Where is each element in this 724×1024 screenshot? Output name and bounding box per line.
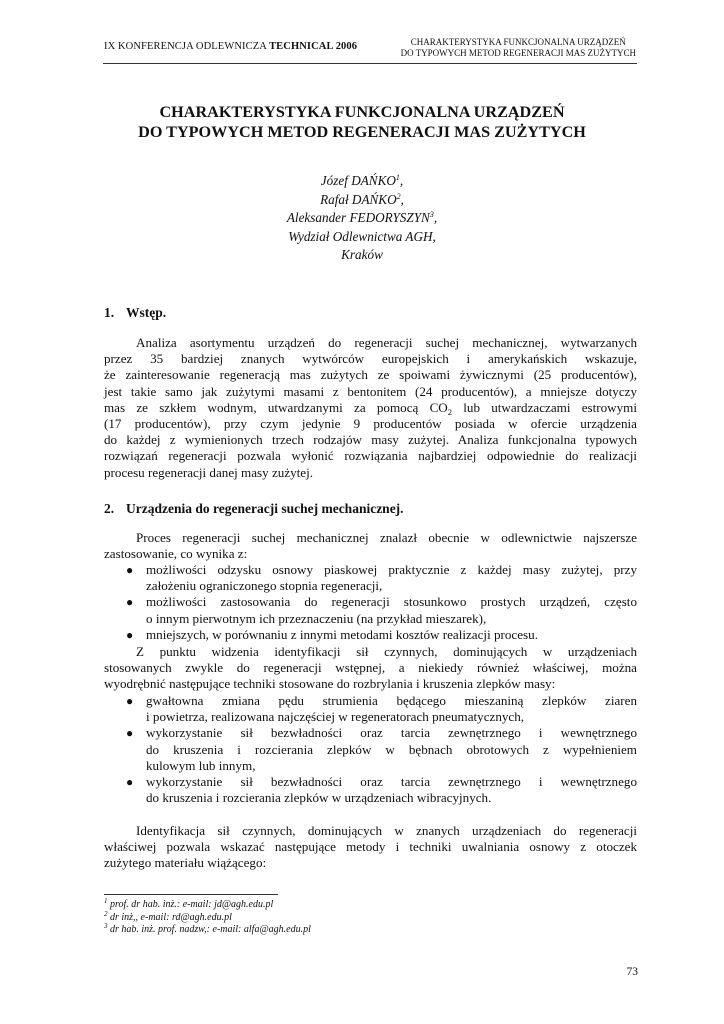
running-header-right [401,37,636,59]
subscript: 2 [447,406,453,417]
footnotes [104,899,311,937]
author-separator: , [399,173,404,188]
section-title: Wstęp. [126,305,167,320]
affiliation: Wydział Odlewnictwa AGH, [288,228,436,244]
text-line: rozwiązań regeneracji pozwala wyłonić rozwiązania najbardziej odpowiednie do realizacji [104,448,637,464]
text-fragment: lub utwardzaczami estrowymi [452,399,637,415]
bullet-list-1 [104,562,637,643]
text-line: do każdej z wymienionych trzech rodzajów masy zużytej. Analiza funkcjonalna typowych [104,432,637,448]
author-footnote-ref: 3 [429,210,434,220]
bullet-icon: ● [126,726,134,741]
section-2-paragraph-2 [104,644,637,693]
footnote-text: prof. dr hab. inż.: e-mail: jd@agh.edu.pl [110,899,274,910]
author-footnote-ref: 2 [396,191,401,201]
text-line: gwałtowna zmiana pędu strumienia będącego mieszaniną zlepków ziaren [146,693,637,708]
paper-title [90,102,634,142]
footnote-rule [104,894,278,895]
footnote-1 [104,899,311,912]
bullet-icon: ● [126,627,134,642]
conference-name: IX KONFERENCJA ODLEWNICZA [104,41,267,52]
list-item [104,774,637,806]
footnote-number: 2 [104,909,108,918]
city: Kraków [341,247,383,263]
page-number: 73 [626,966,638,978]
author-name: Józef DAŃKO [320,173,396,188]
title-line-2: DO TYPOWYCH METOD REGENERACJI MAS ZUŻYTYCH [138,123,586,141]
section-heading-2 [104,501,404,517]
section-number: 2. [104,501,115,516]
text-line: kulowym lub innym, [146,757,256,773]
bullet-icon: ● [126,563,134,577]
author-2 [90,191,634,210]
author-separator: , [433,210,438,226]
section-heading-1 [104,305,166,321]
text-line: jest takie samo jak zużytymi masami z bentonitem (24 producentów), a mniejsze dotyczy [104,383,637,399]
header-rule [103,63,637,64]
text-line: o innym pierwotnym ich przeznaczeniu (na przykład mieszarek), [146,610,487,626]
title-line-1: CHARAKTERYSTYKA FUNKCJONALNA URZĄDZEŃ [159,103,565,121]
bullet-icon: ● [126,595,134,610]
section-2-paragraph-3 [104,823,637,872]
running-title-line-2: DO TYPOWYCH METOD REGENERACJI MAS ZUŻYTYCH [400,48,636,58]
list-item [104,562,637,594]
author-block [90,172,634,265]
text-line: wyodrębnić następujące techniki stosowane do rozbrylania i kruszenia zlepków masy: [104,676,556,692]
list-item [104,627,637,643]
section-title: Urządzenia do regeneracji suchej mechanicznej. [126,501,404,516]
text-line: właściwej pozwala wskazać następujące metody i techniki uwalniania osnowy z otoczek [104,839,637,855]
footnote-3 [104,924,311,937]
text-line: do kruszenia i rozcierania zlepków w bębnach obrotowych z wypełnieniem [146,741,637,757]
footnote-2 [104,909,311,925]
list-item [104,725,637,774]
text-line: zastosowanie, co wynika z: [104,546,248,562]
text-line: mniejszych, w porównaniu z innymi metodami kosztów realizacji procesu. [146,626,538,642]
text-line: wykorzystanie sił bezwładności oraz tarcia zewnętrznego i wewnętrznego [146,774,637,790]
text-line: i powietrza, realizowana najczęściej w regeneratorach pneumatycznych, [146,709,525,725]
text-line: procesu regeneracji danej masy zużytej. [104,464,314,480]
text-line: wykorzystanie sił bezwładności oraz tarcia zewnętrznego i wewnętrznego [146,725,637,741]
running-title-line-1: CHARAKTERYSTYKA FUNKCJONALNA URZĄDZEŃ [410,37,626,47]
text-line: stosowanych zwykle do regeneracji wstępnej, a niekiedy również właściwej, można [104,660,637,676]
text-line: możliwości odzysku osnowy piaskowej praktycznie z każdej masy zużytej, przy [146,562,637,577]
text-line: że zainteresowanie regeneracją mas zużytych ze spoiwami żywicznymi (25 producentów), [104,367,637,383]
footnote-text: dr inż,, e-mail: rd@agh.edu.pl [110,911,232,923]
text-line: możliwości zastosowania do regeneracji stosunkowo prostych urządzeń, często [146,594,637,610]
section-number: 1. [104,305,115,320]
list-item [104,594,637,626]
bullet-icon: ● [126,775,134,790]
text-line: (17 producentów), przy czym jedynie 9 producentów posiada w ofercie urządzenia [104,416,637,432]
text-line: przez 35 bardziej znanych wytwórców europejskich i amerykańskich wskazuje, [104,351,637,367]
text-line: Proces regeneracji suchej mechanicznej znalazł obecnie w odlewnictwie najszersze [136,530,637,545]
bullet-list-2 [104,693,637,806]
text-line: założeniu ograniczonego stopnia regeneracji, [146,578,383,594]
list-item [104,693,637,725]
section-2-intro [104,530,637,562]
text-fragment: mas ze szkłem wodnym, utwardzanymi za pomocą CO [104,399,448,415]
footnote-text: dr hab. inż. prof. nadzw,: e-mail: alfa@agh.edu.pl [110,924,311,935]
author-footnote-ref: 1 [395,173,400,182]
bullet-icon: ● [126,694,134,708]
conference-edition: TECHNICAL 2006 [269,41,358,52]
author-1 [90,172,634,191]
text-line: Analiza asortymentu urządzeń do regeneracji suchej mechanicznej, wytwarzanych [136,335,637,350]
text-line: Identyfikacja sił czynnych, dominujących w znanych urządzeniach do regeneracji [136,823,637,838]
running-header-left [104,41,357,52]
footnote-number: 1 [104,897,108,905]
author-name: Aleksander FEDORYSZYN [286,210,430,226]
text-line: do kruszenia i rozcierania zlepków w urządzeniach wibracyjnych. [146,790,492,806]
text-line: zużytego materiału wiążącego: [104,855,267,871]
text-line-co2 [104,400,637,416]
author-3 [90,209,634,228]
author-separator: , [400,191,404,207]
section-1-paragraph [104,335,637,481]
footnote-number: 3 [104,922,108,930]
text-line: Z punktu widzenia identyfikacji sił czynnych, dominujących w urządzeniach [136,644,637,659]
author-name: Rafał DAŃKO [320,191,397,207]
